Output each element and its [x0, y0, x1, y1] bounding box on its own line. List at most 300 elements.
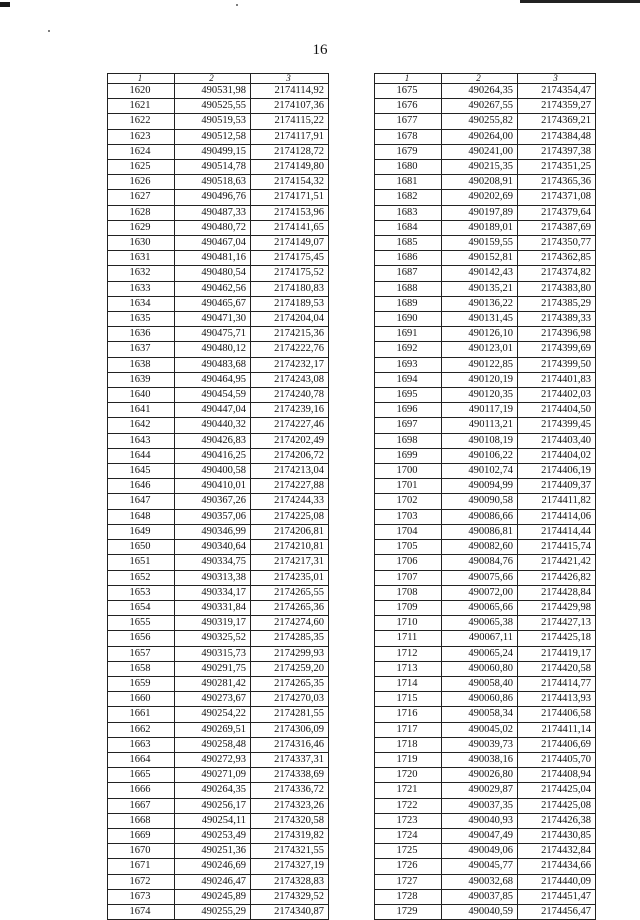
point-number-cell: 1663	[108, 737, 175, 752]
point-number-cell: 1696	[375, 403, 442, 418]
y-coordinate-cell: 2174232,17	[251, 357, 329, 372]
coordinates-table-right	[374, 73, 596, 920]
x-coordinate-cell: 490325,52	[175, 631, 251, 646]
table-row	[375, 570, 596, 585]
point-number-cell: 1630	[108, 236, 175, 251]
x-coordinate-cell: 490251,36	[175, 844, 251, 859]
point-number-cell: 1660	[108, 692, 175, 707]
table-row	[108, 813, 329, 828]
y-coordinate-cell: 2174397,38	[518, 144, 596, 159]
y-coordinate-cell: 2174420,58	[518, 661, 596, 676]
table-row	[375, 281, 596, 296]
table-row	[108, 433, 329, 448]
table-row	[375, 220, 596, 235]
table-row	[108, 524, 329, 539]
table-row	[375, 722, 596, 737]
y-coordinate-cell: 2174409,37	[518, 479, 596, 494]
point-number-cell: 1642	[108, 418, 175, 433]
y-coordinate-cell: 2174154,32	[251, 175, 329, 190]
header-row	[108, 74, 329, 84]
y-coordinate-cell: 2174316,46	[251, 737, 329, 752]
y-coordinate-cell: 2174406,19	[518, 464, 596, 479]
x-coordinate-cell: 490123,01	[442, 342, 518, 357]
table-row	[108, 342, 329, 357]
point-number-cell: 1704	[375, 524, 442, 539]
point-number-cell: 1683	[375, 205, 442, 220]
table-row	[108, 251, 329, 266]
x-coordinate-cell: 490120,35	[442, 388, 518, 403]
x-coordinate-cell: 490038,16	[442, 752, 518, 767]
y-coordinate-cell: 2174306,09	[251, 722, 329, 737]
y-coordinate-cell: 2174384,48	[518, 129, 596, 144]
x-coordinate-cell: 490357,06	[175, 509, 251, 524]
x-coordinate-cell: 490480,12	[175, 342, 251, 357]
y-coordinate-cell: 2174365,36	[518, 175, 596, 190]
x-coordinate-cell: 490267,55	[442, 99, 518, 114]
y-coordinate-cell: 2174379,64	[518, 205, 596, 220]
coordinates-table-left	[107, 73, 329, 920]
y-coordinate-cell: 2174281,55	[251, 707, 329, 722]
table-row	[375, 798, 596, 813]
x-coordinate-cell: 490512,58	[175, 129, 251, 144]
point-number-cell: 1678	[375, 129, 442, 144]
table-row	[375, 540, 596, 555]
table-row	[108, 798, 329, 813]
table-row	[108, 616, 329, 631]
x-coordinate-cell: 490065,24	[442, 646, 518, 661]
table-row	[375, 616, 596, 631]
x-coordinate-cell: 490060,86	[442, 692, 518, 707]
x-coordinate-cell: 490400,58	[175, 464, 251, 479]
x-coordinate-cell: 490060,80	[442, 661, 518, 676]
x-coordinate-cell: 490029,87	[442, 783, 518, 798]
table-row	[375, 555, 596, 570]
y-coordinate-cell: 2174153,96	[251, 205, 329, 220]
x-coordinate-cell: 490090,58	[442, 494, 518, 509]
table-row	[375, 357, 596, 372]
y-coordinate-cell: 2174337,31	[251, 752, 329, 767]
point-number-cell: 1670	[108, 844, 175, 859]
x-coordinate-cell: 490039,73	[442, 737, 518, 752]
table-row	[375, 342, 596, 357]
table-row	[108, 479, 329, 494]
point-number-cell: 1647	[108, 494, 175, 509]
x-coordinate-cell: 490241,00	[442, 144, 518, 159]
table-row	[375, 524, 596, 539]
point-number-cell: 1662	[108, 722, 175, 737]
table-row	[375, 251, 596, 266]
table-row	[108, 904, 329, 919]
x-coordinate-cell: 490416,25	[175, 448, 251, 463]
x-coordinate-cell: 490319,17	[175, 616, 251, 631]
point-number-cell: 1648	[108, 509, 175, 524]
table-row	[108, 403, 329, 418]
point-number-cell: 1652	[108, 570, 175, 585]
y-coordinate-cell: 2174171,51	[251, 190, 329, 205]
x-coordinate-cell: 490447,04	[175, 403, 251, 418]
y-coordinate-cell: 2174329,52	[251, 889, 329, 904]
x-coordinate-cell: 490106,22	[442, 448, 518, 463]
table-row	[108, 494, 329, 509]
y-coordinate-cell: 2174213,04	[251, 464, 329, 479]
x-coordinate-cell: 490113,21	[442, 418, 518, 433]
x-coordinate-cell: 490496,76	[175, 190, 251, 205]
y-coordinate-cell: 2174175,45	[251, 251, 329, 266]
y-coordinate-cell: 2174240,78	[251, 388, 329, 403]
y-coordinate-cell: 2174406,69	[518, 737, 596, 752]
table-row	[108, 783, 329, 798]
x-coordinate-cell: 490346,99	[175, 524, 251, 539]
x-coordinate-cell: 490426,83	[175, 433, 251, 448]
y-coordinate-cell: 2174180,83	[251, 281, 329, 296]
y-coordinate-cell: 2174401,83	[518, 372, 596, 387]
x-coordinate-cell: 490264,00	[442, 129, 518, 144]
x-coordinate-cell: 490086,81	[442, 524, 518, 539]
x-coordinate-cell: 490245,89	[175, 889, 251, 904]
table-row	[108, 844, 329, 859]
point-number-cell: 1645	[108, 464, 175, 479]
header-rule	[520, 0, 640, 3]
point-number-cell: 1667	[108, 798, 175, 813]
point-number-cell: 1684	[375, 220, 442, 235]
table-row	[375, 327, 596, 342]
point-number-cell: 1639	[108, 372, 175, 387]
table-row	[108, 190, 329, 205]
point-number-cell: 1729	[375, 904, 442, 919]
x-coordinate-cell: 490291,75	[175, 661, 251, 676]
x-coordinate-cell: 490067,11	[442, 631, 518, 646]
point-number-cell: 1672	[108, 874, 175, 889]
point-number-cell: 1682	[375, 190, 442, 205]
x-coordinate-cell: 490159,55	[442, 236, 518, 251]
y-coordinate-cell: 2174399,45	[518, 418, 596, 433]
table-row	[108, 144, 329, 159]
x-coordinate-cell: 490084,76	[442, 555, 518, 570]
x-coordinate-cell: 490367,26	[175, 494, 251, 509]
y-coordinate-cell: 2174425,08	[518, 798, 596, 813]
x-coordinate-cell: 490271,09	[175, 768, 251, 783]
x-coordinate-cell: 490464,95	[175, 372, 251, 387]
point-number-cell: 1627	[108, 190, 175, 205]
y-coordinate-cell: 2174351,25	[518, 160, 596, 175]
table-row	[108, 661, 329, 676]
point-number-cell: 1650	[108, 540, 175, 555]
point-number-cell: 1673	[108, 889, 175, 904]
point-number-cell: 1703	[375, 509, 442, 524]
x-coordinate-cell: 490108,19	[442, 433, 518, 448]
point-number-cell: 1636	[108, 327, 175, 342]
y-coordinate-cell: 2174350,77	[518, 236, 596, 251]
scan-corner-mark	[0, 2, 10, 7]
table-row	[375, 844, 596, 859]
table-row	[375, 175, 596, 190]
table-row	[375, 859, 596, 874]
x-coordinate-cell: 490136,22	[442, 296, 518, 311]
x-coordinate-cell: 490202,69	[442, 190, 518, 205]
table-row	[375, 737, 596, 752]
point-number-cell: 1721	[375, 783, 442, 798]
point-number-cell: 1635	[108, 312, 175, 327]
table-row	[108, 99, 329, 114]
x-coordinate-cell: 490315,73	[175, 646, 251, 661]
y-coordinate-cell: 2174222,76	[251, 342, 329, 357]
column-header: 2	[442, 74, 518, 84]
y-coordinate-cell: 2174265,36	[251, 600, 329, 615]
point-number-cell: 1724	[375, 828, 442, 843]
x-coordinate-cell: 490269,51	[175, 722, 251, 737]
point-number-cell: 1702	[375, 494, 442, 509]
point-number-cell: 1641	[108, 403, 175, 418]
y-coordinate-cell: 2174215,36	[251, 327, 329, 342]
point-number-cell: 1631	[108, 251, 175, 266]
x-coordinate-cell: 490072,00	[442, 585, 518, 600]
point-number-cell: 1727	[375, 874, 442, 889]
x-coordinate-cell: 490487,33	[175, 205, 251, 220]
y-coordinate-cell: 2174413,93	[518, 692, 596, 707]
point-number-cell: 1705	[375, 540, 442, 555]
x-coordinate-cell: 490462,56	[175, 281, 251, 296]
y-coordinate-cell: 2174411,14	[518, 722, 596, 737]
table-row	[108, 129, 329, 144]
point-number-cell: 1680	[375, 160, 442, 175]
y-coordinate-cell: 2174414,77	[518, 676, 596, 691]
table-row	[375, 768, 596, 783]
table-row	[108, 357, 329, 372]
table-row	[108, 540, 329, 555]
x-coordinate-cell: 490215,35	[442, 160, 518, 175]
y-coordinate-cell: 2174369,21	[518, 114, 596, 129]
table-row	[108, 236, 329, 251]
column-header: 3	[518, 74, 596, 84]
y-coordinate-cell: 2174217,31	[251, 555, 329, 570]
point-number-cell: 1686	[375, 251, 442, 266]
y-coordinate-cell: 2174270,03	[251, 692, 329, 707]
table-row	[375, 631, 596, 646]
x-coordinate-cell: 490045,77	[442, 859, 518, 874]
point-number-cell: 1691	[375, 327, 442, 342]
point-number-cell: 1709	[375, 600, 442, 615]
x-coordinate-cell: 490208,91	[442, 175, 518, 190]
y-coordinate-cell: 2174149,80	[251, 160, 329, 175]
y-coordinate-cell: 2174225,08	[251, 509, 329, 524]
table-row	[108, 312, 329, 327]
point-number-cell: 1623	[108, 129, 175, 144]
y-coordinate-cell: 2174328,83	[251, 874, 329, 889]
y-coordinate-cell: 2174425,18	[518, 631, 596, 646]
y-coordinate-cell: 2174128,72	[251, 144, 329, 159]
point-number-cell: 1728	[375, 889, 442, 904]
y-coordinate-cell: 2174429,98	[518, 600, 596, 615]
x-coordinate-cell: 490483,68	[175, 357, 251, 372]
point-number-cell: 1708	[375, 585, 442, 600]
table-row	[375, 312, 596, 327]
x-coordinate-cell: 490075,66	[442, 570, 518, 585]
y-coordinate-cell: 2174396,98	[518, 327, 596, 342]
table-row	[375, 418, 596, 433]
table-row	[375, 464, 596, 479]
point-number-cell: 1698	[375, 433, 442, 448]
y-coordinate-cell: 2174265,55	[251, 585, 329, 600]
x-coordinate-cell: 490334,75	[175, 555, 251, 570]
y-coordinate-cell: 2174404,02	[518, 448, 596, 463]
y-coordinate-cell: 2174425,04	[518, 783, 596, 798]
table-row	[375, 646, 596, 661]
table-row	[375, 190, 596, 205]
x-coordinate-cell: 490525,55	[175, 99, 251, 114]
point-number-cell: 1692	[375, 342, 442, 357]
y-coordinate-cell: 2174354,47	[518, 84, 596, 99]
y-coordinate-cell: 2174404,50	[518, 403, 596, 418]
table-row	[108, 828, 329, 843]
point-number-cell: 1628	[108, 205, 175, 220]
point-number-cell: 1712	[375, 646, 442, 661]
point-number-cell: 1654	[108, 600, 175, 615]
y-coordinate-cell: 2174243,08	[251, 372, 329, 387]
point-number-cell: 1632	[108, 266, 175, 281]
point-number-cell: 1633	[108, 281, 175, 296]
y-coordinate-cell: 2174115,22	[251, 114, 329, 129]
point-number-cell: 1675	[375, 84, 442, 99]
y-coordinate-cell: 2174371,08	[518, 190, 596, 205]
table-row	[108, 175, 329, 190]
x-coordinate-cell: 490037,35	[442, 798, 518, 813]
y-coordinate-cell: 2174265,35	[251, 676, 329, 691]
point-number-cell: 1681	[375, 175, 442, 190]
x-coordinate-cell: 490440,32	[175, 418, 251, 433]
y-coordinate-cell: 2174206,81	[251, 524, 329, 539]
x-coordinate-cell: 490032,68	[442, 874, 518, 889]
table-row	[375, 828, 596, 843]
y-coordinate-cell: 2174274,60	[251, 616, 329, 631]
point-number-cell: 1697	[375, 418, 442, 433]
x-coordinate-cell: 490519,53	[175, 114, 251, 129]
x-coordinate-cell: 490255,29	[175, 904, 251, 919]
x-coordinate-cell: 490514,78	[175, 160, 251, 175]
y-coordinate-cell: 2174440,09	[518, 874, 596, 889]
table-row	[108, 692, 329, 707]
point-number-cell: 1714	[375, 676, 442, 691]
point-number-cell: 1657	[108, 646, 175, 661]
point-number-cell: 1679	[375, 144, 442, 159]
y-coordinate-cell: 2174415,74	[518, 540, 596, 555]
table-row	[108, 768, 329, 783]
y-coordinate-cell: 2174299,93	[251, 646, 329, 661]
table-row	[375, 84, 596, 99]
y-coordinate-cell: 2174434,66	[518, 859, 596, 874]
x-coordinate-cell: 490480,72	[175, 220, 251, 235]
table-row	[108, 889, 329, 904]
table-row	[108, 752, 329, 767]
table-row	[375, 676, 596, 691]
y-coordinate-cell: 2174408,94	[518, 768, 596, 783]
y-coordinate-cell: 2174259,20	[251, 661, 329, 676]
table-body	[375, 84, 596, 920]
table-row	[375, 707, 596, 722]
point-number-cell: 1685	[375, 236, 442, 251]
y-coordinate-cell: 2174426,82	[518, 570, 596, 585]
table-row	[108, 509, 329, 524]
x-coordinate-cell: 490126,10	[442, 327, 518, 342]
x-coordinate-cell: 490065,38	[442, 616, 518, 631]
table-row	[108, 874, 329, 889]
table-row	[108, 600, 329, 615]
y-coordinate-cell: 2174456,47	[518, 904, 596, 919]
x-coordinate-cell: 490120,19	[442, 372, 518, 387]
y-coordinate-cell: 2174202,49	[251, 433, 329, 448]
table-row	[375, 129, 596, 144]
point-number-cell: 1658	[108, 661, 175, 676]
column-header: 2	[175, 74, 251, 84]
point-number-cell: 1693	[375, 357, 442, 372]
y-coordinate-cell: 2174385,29	[518, 296, 596, 311]
x-coordinate-cell: 490255,82	[442, 114, 518, 129]
y-coordinate-cell: 2174427,13	[518, 616, 596, 631]
table-body	[108, 84, 329, 920]
x-coordinate-cell: 490117,19	[442, 403, 518, 418]
y-coordinate-cell: 2174204,04	[251, 312, 329, 327]
point-number-cell: 1665	[108, 768, 175, 783]
column-header: 1	[375, 74, 442, 84]
y-coordinate-cell: 2174319,82	[251, 828, 329, 843]
y-coordinate-cell: 2174117,91	[251, 129, 329, 144]
table-row	[108, 281, 329, 296]
point-number-cell: 1711	[375, 631, 442, 646]
point-number-cell: 1695	[375, 388, 442, 403]
y-coordinate-cell: 2174235,01	[251, 570, 329, 585]
point-number-cell: 1646	[108, 479, 175, 494]
column-header: 3	[251, 74, 329, 84]
x-coordinate-cell: 490340,64	[175, 540, 251, 555]
point-number-cell: 1661	[108, 707, 175, 722]
y-coordinate-cell: 2174244,33	[251, 494, 329, 509]
y-coordinate-cell: 2174359,27	[518, 99, 596, 114]
point-number-cell: 1687	[375, 266, 442, 281]
table-row	[108, 722, 329, 737]
y-coordinate-cell: 2174426,38	[518, 813, 596, 828]
x-coordinate-cell: 490135,21	[442, 281, 518, 296]
x-coordinate-cell: 490058,40	[442, 676, 518, 691]
x-coordinate-cell: 490045,02	[442, 722, 518, 737]
x-coordinate-cell: 490086,66	[442, 509, 518, 524]
point-number-cell: 1716	[375, 707, 442, 722]
y-coordinate-cell: 2174411,82	[518, 494, 596, 509]
y-coordinate-cell: 2174403,40	[518, 433, 596, 448]
table-row	[375, 904, 596, 919]
point-number-cell: 1644	[108, 448, 175, 463]
point-number-cell: 1707	[375, 570, 442, 585]
x-coordinate-cell: 490480,54	[175, 266, 251, 281]
y-coordinate-cell: 2174227,46	[251, 418, 329, 433]
table-row	[108, 327, 329, 342]
y-coordinate-cell: 2174114,92	[251, 84, 329, 99]
y-coordinate-cell: 2174399,69	[518, 342, 596, 357]
point-number-cell: 1713	[375, 661, 442, 676]
table-row	[108, 631, 329, 646]
y-coordinate-cell: 2174383,80	[518, 281, 596, 296]
table-row	[108, 266, 329, 281]
table-row	[375, 372, 596, 387]
point-number-cell: 1637	[108, 342, 175, 357]
header-row	[375, 74, 596, 84]
point-number-cell: 1668	[108, 813, 175, 828]
x-coordinate-cell: 490254,22	[175, 707, 251, 722]
y-coordinate-cell: 2174206,72	[251, 448, 329, 463]
table-row	[108, 220, 329, 235]
x-coordinate-cell: 490410,01	[175, 479, 251, 494]
y-coordinate-cell: 2174421,42	[518, 555, 596, 570]
x-coordinate-cell: 490189,01	[442, 220, 518, 235]
point-number-cell: 1699	[375, 448, 442, 463]
